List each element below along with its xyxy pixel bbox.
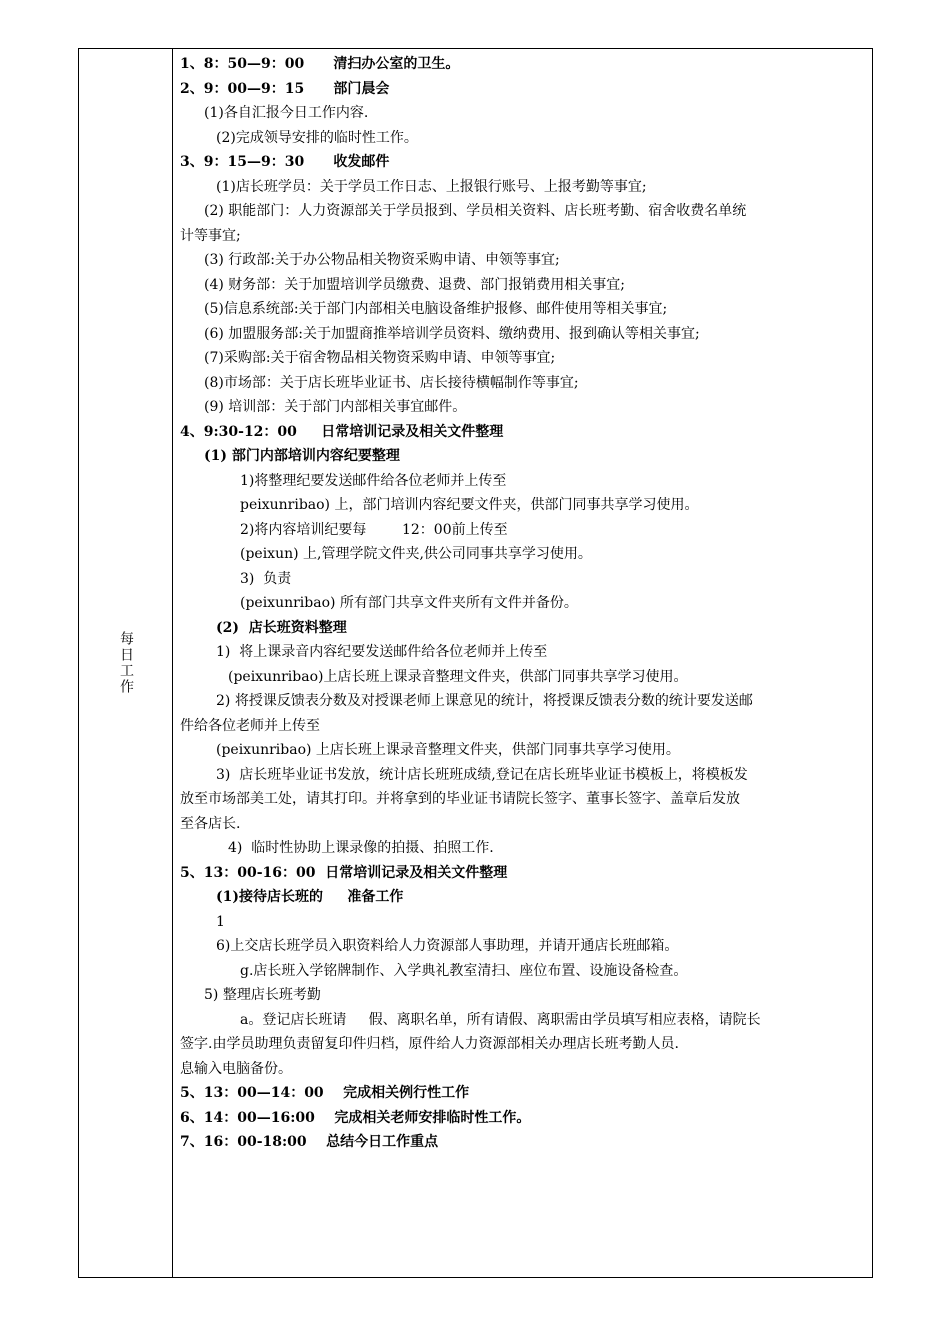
subheading: (1) 部门内部培训内容纪要整理 [204,448,400,464]
item-1-heading: 1、8：50—9：00 清扫办公室的卫生。 [180,56,460,72]
item-6-heading: 6、14：00—16:00 完成相关老师安排临时性工作。 [180,1109,531,1126]
text-line: (1)店长班学员：关于学员工作日志、上报银行账号、上报考勤等事宜; [216,178,647,195]
column-divider [172,48,173,1278]
text-line: (9) 培训部：关于部门内部相关事宜邮件。 [204,399,467,415]
text-line: (8)市场部：关于店长班毕业证书、店长接待横幅制作等事宜; [204,374,579,391]
left-column [80,48,172,1278]
text-line: 1 [216,913,225,930]
text-line: 签字.由学员助理负责留复印件归档，原件给人力资源部相关办理店长班考勤人员. [180,1036,679,1052]
text-line: 2) 将授课反馈表分数及对授课老师上课意见的统计，将授课反馈表分数的统计要发送邮 [216,693,753,709]
text-line: (3) 行政部:关于办公物品相关物资采购申请、申领等事宜; [204,252,560,268]
text-line: 计等事宜; [180,227,241,244]
text-line: 3) 负责 [240,570,292,587]
text-line: (5)信息系统部:关于部门内部相关电脑设备维护报修、邮件使用等相关事宜; [204,301,668,317]
text-line: (6) 加盟服务部:关于加盟商推举培训学员资料、缴纳费用、报到确认等相关事宜; [204,325,700,342]
text-line: 4) 临时性协助上课录像的拍摄、拍照工作. [228,840,494,856]
text-line: 6)上交店长班学员入职资料给人力资源部人事助理，并请开通店长班邮箱。 [216,938,679,954]
text-line: 2)将内容培训纪要每 12：00前上传至 [240,521,508,538]
subheading: (2) 店长班资料整理 [216,619,347,636]
text-line: (peixunribao)上店长班上课录音整理文件夹，供部门同事共享学习使用。 [228,668,688,685]
text-line: (peixunribao) 上店长班上课录音整理文件夹，供部门同事共享学习使用。 [216,742,680,758]
item-5b-heading: 5、13：00—14：00 完成相关例行性工作 [180,1085,470,1101]
text-line: (peixunribao) 所有部门共享文件夹所有文件并备份。 [240,595,578,611]
item-7-heading: 7、16：00-18:00 总结今日工作重点 [180,1134,439,1150]
text-line: (4) 财务部：关于加盟培训学员缴费、退费、部门报销费用相关事宜; [204,276,625,293]
text-line: 至各店长. [180,815,241,832]
text-line: (2)完成领导安排的临时性工作。 [216,129,418,146]
item-4-heading: 4、9:30-12：00 日常培训记录及相关文件整理 [180,423,504,440]
text-line: a。登记店长班请 假、离职名单，所有请假、离职需由学员填写相应表格，请院长 [240,1011,761,1028]
text-line: peixunribao) 上，部门培训内容纪要文件夹，供部门同事共享学习使用。 [240,497,699,513]
text-line: 放至市场部美工处，请其打印。并将拿到的毕业证书请院长签字、董事长签字、盖章后发放 [180,791,740,807]
text-line: g.店长班入学铭牌制作、入学典礼教室清扫、座位布置、设施设备检查。 [240,962,688,979]
text-line: 5) 整理店长班考勤 [204,987,321,1003]
item-3-heading: 3、9：15—9：30 收发邮件 [180,154,390,170]
text-line: (peixun) 上,管理学院文件夹,供公司同事共享学习使用。 [240,546,592,562]
subheading: (1)接待店长班的 准备工作 [216,889,404,905]
item-2-heading: 2、9：00—9：15 部门晨会 [180,80,390,97]
text-line: 1)将整理纪要发送邮件给各位老师并上传至 [240,472,507,489]
text-line: (2) 职能部门：人力资源部关于学员报到、学员相关资料、店长班考勤、宿舍收费名单统 [204,203,747,219]
text-line: (7)采购部:关于宿舍物品相关物资采购申请、申领等事宜; [204,350,556,366]
text-line: (1)各自汇报今日工作内容. [204,105,369,121]
text-line: 3) 店长班毕业证书发放，统计店长班班成绩,登记在店长班毕业证书模板上，将模板发 [216,766,748,783]
daily-work-label: 每日工作 [118,631,134,695]
text-line: 1) 将上课录音内容纪要发送邮件给各位老师并上传至 [216,644,548,660]
daily-work-content [180,52,866,1155]
item-5-heading: 5、13：00-16：00 日常培训记录及相关文件整理 [180,864,508,881]
text-line: 件给各位老师并上传至 [180,717,320,734]
text-line: 息输入电脑备份。 [180,1060,292,1077]
